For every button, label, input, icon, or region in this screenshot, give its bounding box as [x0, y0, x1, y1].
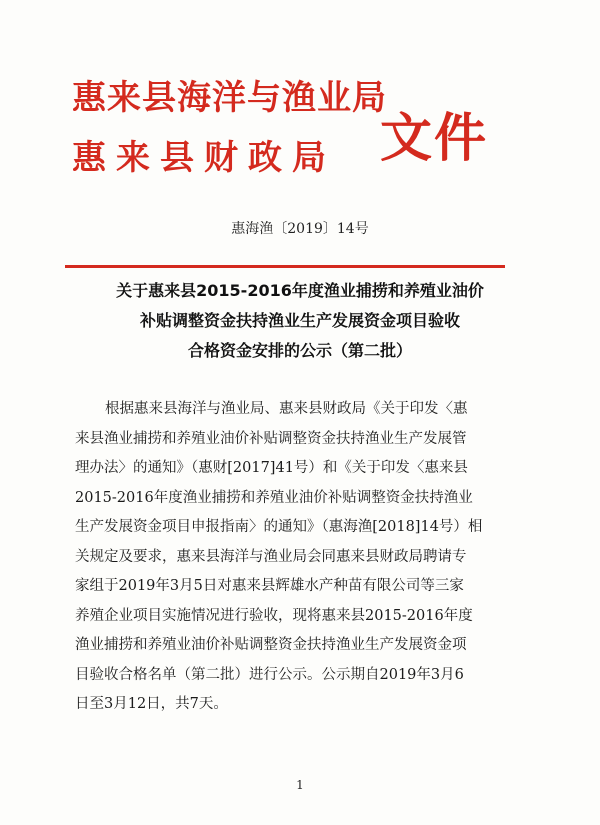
- issuing-agency-fisheries: 惠来县海洋与渔业局: [72, 78, 387, 118]
- document-body: [75, 395, 527, 720]
- document-title: [0, 276, 600, 366]
- title-line: 合格资金安排的公示（第二批）: [187, 341, 412, 360]
- body-line: 关规定及要求，惠来县海洋与渔业局会同惠来县财政局聘请专: [75, 548, 467, 565]
- body-line: 生产发展资金项目申报指南〉的通知》（惠海渔[2018]14号）相: [75, 519, 483, 535]
- body-line: 渔业捕捞和养殖业油价补贴调整资金扶持渔业生产发展资金项: [75, 637, 467, 653]
- body-line: 来县渔业捕捞和养殖业油价补贴调整资金扶持渔业生产发展管: [75, 430, 467, 447]
- body-line: 家组于2019年3月5日对惠来县辉雄水产种苗有限公司等三家: [75, 578, 464, 594]
- body-line: 目验收合格名单（第二批）进行公示。公示期自2019年3月6: [75, 666, 464, 683]
- red-divider-line: [65, 265, 505, 268]
- body-line: 理办法〉的通知》（惠财[2017]41号）和《关于印发〈惠来县: [75, 460, 468, 476]
- title-line: 补贴调整资金扶持渔业生产发展资金项目验收: [139, 311, 460, 330]
- document-number: 惠海渔〔2019〕14号: [231, 221, 369, 237]
- body-line: 2015-2016年度渔业捕捞和养殖业油价补贴调整资金扶持渔业: [75, 489, 473, 506]
- page-number: 1: [296, 778, 304, 792]
- issuing-agency-finance: 惠来县财政局: [72, 138, 336, 178]
- title-line: 关于惠来县2015-2016年度渔业捕捞和养殖业油价: [116, 281, 484, 300]
- body-line: 养殖企业项目实施情况进行验收，现将惠来县2015-2016年度: [75, 607, 473, 624]
- body-line: 日至3月12日，共7天。: [75, 696, 228, 712]
- body-line: 根据惠来县海洋与渔业局、惠来县财政局《关于印发〈惠: [105, 401, 468, 417]
- document-type-label: 文件: [380, 108, 489, 169]
